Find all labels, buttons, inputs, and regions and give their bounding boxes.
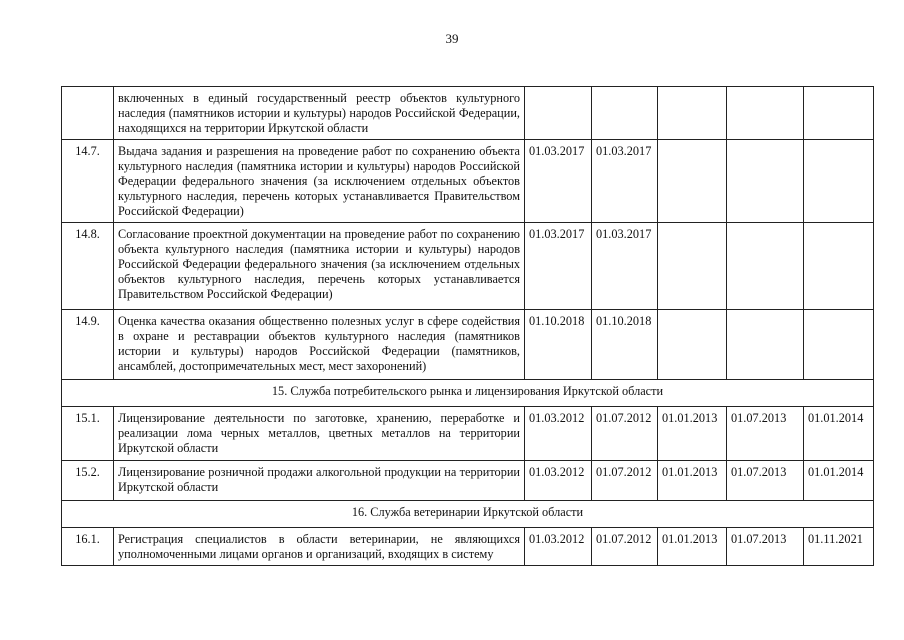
- date-cell: [727, 223, 804, 310]
- row-number: [62, 87, 114, 140]
- section-row: [62, 380, 874, 407]
- row-description: Лицензирование деятельности по заготовке, хранению, переработке и реализации лома черных металлов, цветных металлов на территории Иркутской области: [114, 407, 525, 461]
- table-row: [62, 528, 874, 566]
- date-cell: 01.03.2017: [525, 223, 592, 310]
- date-cell: [804, 87, 874, 140]
- table-row: [62, 310, 874, 380]
- row-number: 14.8.: [62, 223, 114, 310]
- date-cell: 01.07.2012: [592, 528, 658, 566]
- date-cell: 01.11.2021: [804, 528, 874, 566]
- row-description: Согласование проектной документации на проведение работ по сохранению объекта культурного наследия (памятника истории и культуры) народов Российской Федерации федерального значения (за исключением отдельных объектов культурного наследия, перечень которых устанавливается Правительством Российской Федерации): [114, 223, 525, 310]
- date-cell: 01.03.2012: [525, 407, 592, 461]
- table-row: [62, 223, 874, 310]
- date-cell: [727, 310, 804, 380]
- date-cell: 01.01.2013: [658, 528, 727, 566]
- date-cell: [525, 87, 592, 140]
- date-cell: 01.01.2014: [804, 461, 874, 501]
- date-cell: 01.01.2014: [804, 407, 874, 461]
- services-table: [61, 86, 874, 566]
- row-description: Регистрация специалистов в области ветеринарии, не являющихся уполномоченными лицами органов и организаций, входящих в систему: [114, 528, 525, 566]
- table-row: [62, 461, 874, 501]
- date-cell: 01.03.2012: [525, 461, 592, 501]
- row-number: 15.1.: [62, 407, 114, 461]
- row-description: Выдача задания и разрешения на проведение работ по сохранению объекта культурного наследия (памятника истории и культуры) народов Российской Федерации федерального значения (за исключением отдельных объектов культурного наследия, перечень которых устанавливается Правительством Российской Федерации): [114, 140, 525, 223]
- date-cell: [804, 310, 874, 380]
- row-number: 16.1.: [62, 528, 114, 566]
- date-cell: 01.01.2013: [658, 407, 727, 461]
- date-cell: 01.10.2018: [525, 310, 592, 380]
- date-cell: [727, 140, 804, 223]
- date-cell: 01.03.2017: [525, 140, 592, 223]
- date-cell: [658, 223, 727, 310]
- section-row: [62, 501, 874, 528]
- date-cell: 01.03.2017: [592, 223, 658, 310]
- row-number: 15.2.: [62, 461, 114, 501]
- table-row: [62, 407, 874, 461]
- date-cell: 01.10.2018: [592, 310, 658, 380]
- row-number: 14.7.: [62, 140, 114, 223]
- date-cell: [658, 87, 727, 140]
- date-cell: [804, 140, 874, 223]
- section-heading: 15. Служба потребительского рынка и лицензирования Иркутской области: [62, 380, 874, 407]
- date-cell: [592, 87, 658, 140]
- date-cell: 01.07.2012: [592, 461, 658, 501]
- section-heading: 16. Служба ветеринарии Иркутской области: [62, 501, 874, 528]
- row-description: Оценка качества оказания общественно полезных услуг в сфере содействия в охране и реставрации объектов культурного наследия (памятников истории и культуры) народов Российской Федерации (памятников, ансамблей, достопримечательных мест, мест захоронений): [114, 310, 525, 380]
- date-cell: 01.07.2012: [592, 407, 658, 461]
- date-cell: [727, 87, 804, 140]
- table-row: [62, 140, 874, 223]
- date-cell: 01.01.2013: [658, 461, 727, 501]
- date-cell: [658, 310, 727, 380]
- table-row: [62, 87, 874, 140]
- row-description: Лицензирование розничной продажи алкогольной продукции на территории Иркутской области: [114, 461, 525, 501]
- page-number: 39: [445, 31, 459, 46]
- date-cell: 01.07.2013: [727, 461, 804, 501]
- row-description: включенных в единый государственный реестр объектов культурного наследия (памятников истории и культуры) народов Российской Федерации, находящихся на территории Иркутской области: [114, 87, 525, 140]
- date-cell: [658, 140, 727, 223]
- date-cell: 01.03.2012: [525, 528, 592, 566]
- date-cell: [804, 223, 874, 310]
- date-cell: 01.07.2013: [727, 528, 804, 566]
- date-cell: 01.07.2013: [727, 407, 804, 461]
- row-number: 14.9.: [62, 310, 114, 380]
- date-cell: 01.03.2017: [592, 140, 658, 223]
